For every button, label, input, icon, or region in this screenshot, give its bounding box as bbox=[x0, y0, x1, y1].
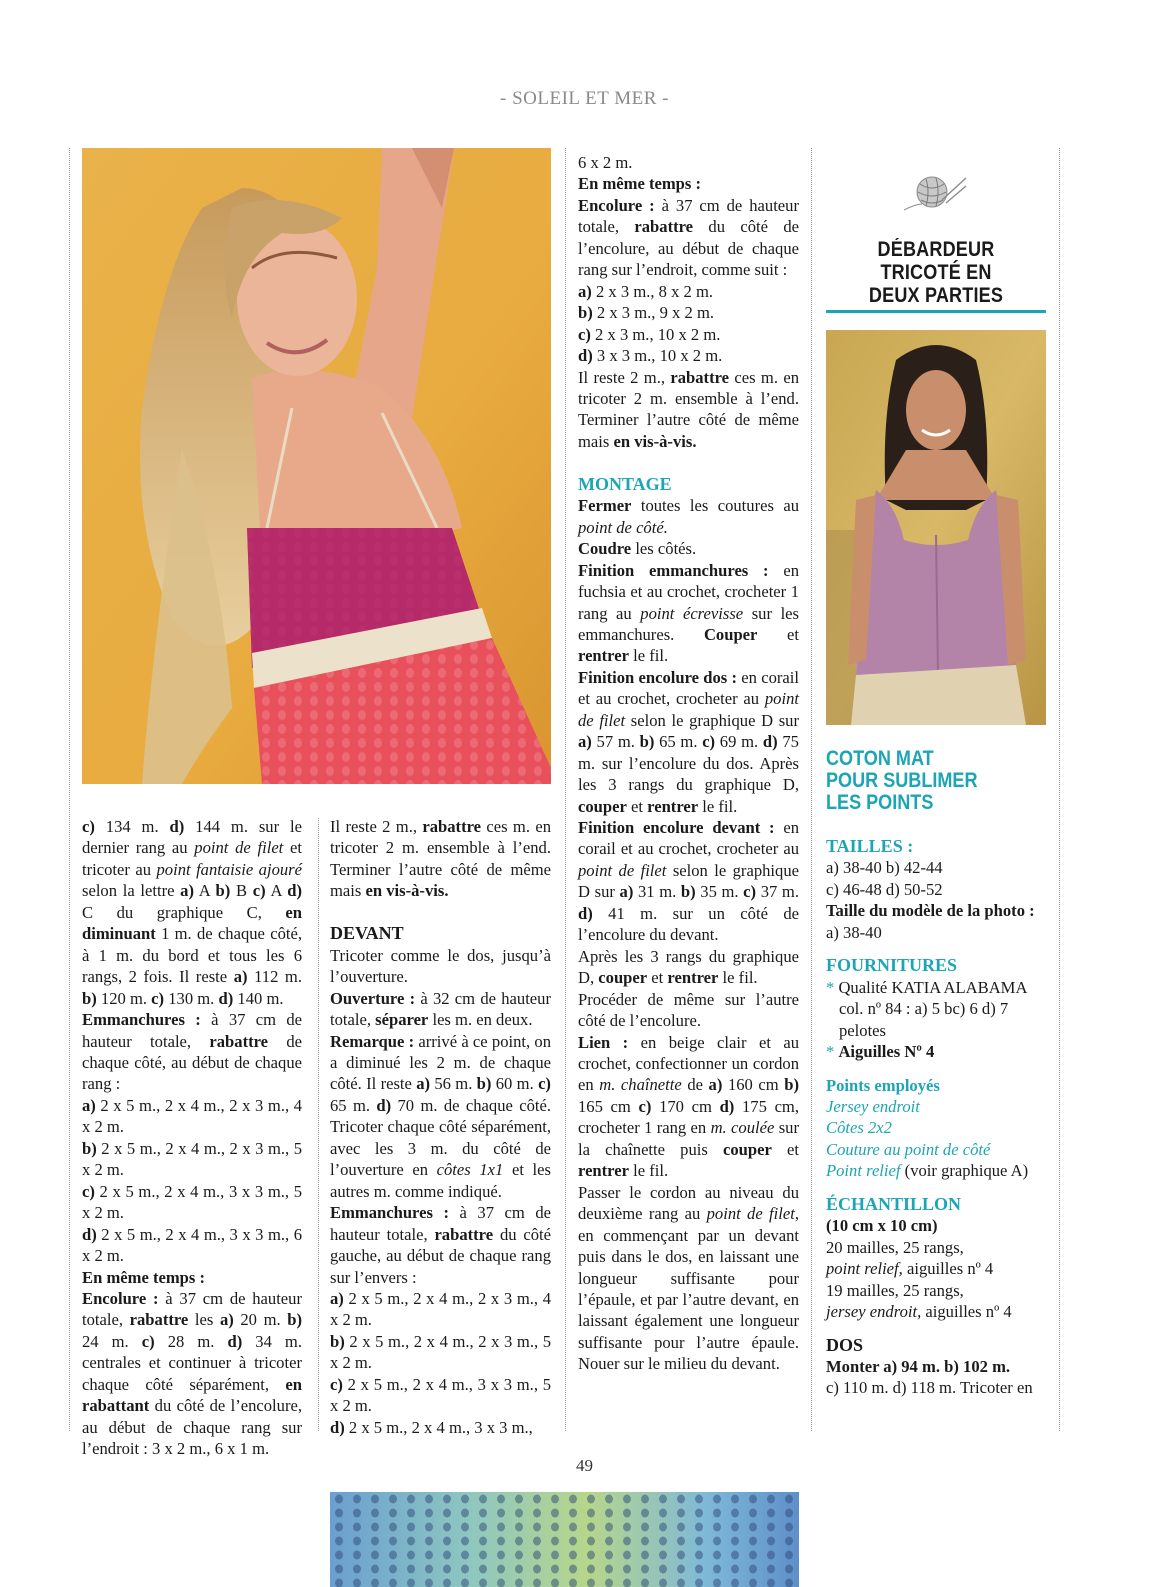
echantillon-size: (10 cm x 10 cm) bbox=[826, 1216, 938, 1236]
point-4-note: (voir graphique A) bbox=[904, 1161, 1029, 1181]
running-header: - SOLEIL ET MER - bbox=[500, 88, 669, 109]
text-column-3: 6 x 2 m. En même temps : Encolure : à 37 cm de hauteur totale, rabattre du côté de l’encolure, au début de chaque rang sur l’endroit, comme suit : a) 2 x 3 m., 8 x 2 m. b) 2 x 3 m., 9 x 2 m. c) 2 x 3 m., 10 x 2 m. d) 3 x 3 m., 10 x 2 m. Il reste 2 m., rabattre ces m. en tricoter 2 m. ensemble à l’end. Terminer l’autre côté de même mais en vis-à-vis. MONTAGE Fermer toutes les coutures au point de côté. Coudre les côtés. Finition emmanchures : en fuchsia et au crochet, crocheter 1 rang au point écrevisse sur les emmanchures. Couper et rentrer le fil. Finition encolure dos : en corail et au crochet, crocheter au point de filet selon le graphique D sur a) 57 m. b) 65 m. c) 69 m. d) 75 m. sur l’encolure du dos. Après les 3 rangs du graphique D, couper et rentrer le fil. Finition encolure devant : en corail et au crochet, crocheter au point de filet selon le graphique D sur a) 31 m. b) 35 m. c) 37 m. d) 41 m. sur un côté de l’encolure du devant. Après les 3 rangs du graphique D, couper et rentrer le fil. Procéder de même sur l’autre côté de l’encolure. Lien : en beige clair et au crochet, confectionner un cordon en m. chaînette de a) 160 cm b) 165 cm c) 170 cm d) 175 cm, crocheter 1 rang en m. coulée sur la chaînette puis couper et rentrer le fil. Passer le cordon au niveau du deuxième rang au point de filet, en commençant par un devant puis dans le dos, en laissant une longueur suffisante pour l’épaule, et par l’autre devant, en laissant également une longueur suffisante pour l’autre épaule. Nouer sur le milieu du devant. bbox=[578, 153, 800, 1374]
dos-heading: DOS bbox=[826, 1334, 864, 1355]
article-title bbox=[841, 238, 1030, 307]
point-3: Couture au point de côté bbox=[826, 1139, 991, 1159]
point-2: Côtes 2x2 bbox=[826, 1118, 892, 1138]
subtitle-line-3: LES POINTS bbox=[826, 791, 934, 814]
yarn-ball-icon bbox=[902, 170, 968, 216]
echantillon-stitch-1: point relief, bbox=[826, 1259, 903, 1279]
main-photo bbox=[82, 148, 551, 784]
title-line-2: TRICOTÉ EN bbox=[880, 261, 992, 284]
point-4: Point relief bbox=[826, 1161, 901, 1181]
sidebar-photo bbox=[826, 330, 1046, 725]
fournitures-needles: Aiguilles Nº 4 bbox=[838, 1042, 935, 1062]
tailles-line-1: a) 38-40 b) 42-44 bbox=[826, 858, 943, 878]
text-column-2: Il reste 2 m., rabattre ces m. en tricoter 2 m. ensemble à l’end. Terminer l’autre côté de même mais en vis-à-vis. DEVANT Tricoter comme le dos, jusqu’à l’ouverture. Ouverture : à 32 cm de hauteur totale, séparer les m. en deux. Remarque : arrivé à ce point, on a diminué les 2 m. de chaque côté. Il reste a) 56 m. b) 60 m. c) 65 m. d) 70 m. de chaque côté. Tricoter chaque côté séparément, avec les 3 m. du côté de l’ouverture en côtes 1x1 et les autres m. comme indiqué. Emmanchures : à 37 cm de hauteur totale, rabattre du côté gauche, au début de chaque rang sur l’envers : a) 2 x 5 m., 2 x 4 m., 2 x 3 m., 4 x 2 m. b) 2 x 5 m., 2 x 4 m., 2 x 3 m., 5 x 2 m. c) 2 x 5 m., 2 x 4 m., 3 x 3 m., 5 x 2 m. d) 2 x 5 m., 2 x 4 m., 3 x 3 m., bbox=[330, 817, 552, 1437]
echantillon-needles-2: aiguilles nº 4 bbox=[925, 1302, 1012, 1322]
fournitures-heading: FOURNITURES bbox=[826, 955, 958, 976]
column-rule-2 bbox=[565, 148, 566, 1431]
subtitle-line-1: COTON MAT bbox=[826, 747, 934, 770]
fournitures-unit: pelotes bbox=[839, 1020, 887, 1040]
column-rule-1 bbox=[318, 818, 319, 1431]
points-heading: Points employés bbox=[826, 1075, 940, 1095]
echantillon-needles-1: aiguilles nº 4 bbox=[906, 1259, 994, 1279]
title-line-3: DEUX PARTIES bbox=[868, 284, 1004, 307]
text-column-1: c) 134 m. d) 144 m. sur le dernier rang au point de filet et tricoter au point fantaisie ajouré selon la lettre a) A b) B c) A d) C du graphique C, en diminuant 1 m. de chaque côté, à 1 m. du bord et tous les 6 rangs, 2 fois. Il reste a) 112 m. b) 120 m. c) 130 m. d) 140 m. Emmanchures : à 37 cm de hauteur totale, rabattre de chaque côté, au début de chaque rang : a) 2 x 5 m., 2 x 4 m., 2 x 3 m., 4 x 2 m. b) 2 x 5 m., 2 x 4 m., 2 x 3 m., 5 x 2 m. c) 2 x 5 m., 2 x 4 m., 3 x 3 m., 5 x 2 m. d) 2 x 5 m., 2 x 4 m., 3 x 3 m., 6 x 2 m. En même temps : Encolure : à 37 cm de hauteur totale, rabattre les a) 20 m. b) 24 m. c) 28 m. d) 34 m. centrales et continuer à tricoter chaque côté séparément, en rabattant du côté de l’encolure, au début de chaque rang sur l’endroit : 3 x 2 m., 6 x 1 m. bbox=[82, 817, 303, 1459]
title-line-1: DÉBARDEUR bbox=[877, 238, 995, 261]
title-underline bbox=[826, 310, 1046, 313]
page-number: 49 bbox=[576, 1456, 593, 1475]
echantillon-line-1: 20 mailles, 25 rangs, bbox=[826, 1237, 964, 1257]
column-rule-3 bbox=[811, 148, 812, 1431]
tailles-heading: TAILLES : bbox=[826, 836, 914, 856]
point-1: Jersey endroit bbox=[826, 1096, 920, 1116]
echantillon-heading: ÉCHANTILLON bbox=[826, 1193, 962, 1214]
article-subtitle bbox=[826, 748, 1024, 814]
taille-photo-value: a) 38-40 bbox=[826, 922, 882, 942]
column-rule-right bbox=[1059, 148, 1060, 1431]
next-page-photo bbox=[330, 1492, 799, 1587]
dos-line-1: Monter a) 94 m. b) 102 m. bbox=[826, 1356, 1011, 1376]
dos-line-2: c) 110 m. d) 118 m. Tricoter en bbox=[826, 1378, 1033, 1398]
sidebar-details: TAILLES : a) 38-40 b) 42-44 c) 46-48 d) 50-52 Taille du modèle de la photo : a) 38-40 FOURNITURES * Qualité KATIA ALABAMA col. nº 84 : a) 5 bc) 6 d) 7 pelotes * Aiguilles Nº 4 Points employés Jersey endroit Côtes 2x2 Couture au point de côté Point relief (voir graphique A) ÉCHANTILLON (10 cm x 10 cm) 20 mailles, 25 rangs, point relief, aiguilles nº 4 19 mailles, 25 rangs, jersey endroit, aiguilles nº 4 DOS Monter a) 94 m. b) 102 m. c) 110 m. d) 118 m. Tricoter en bbox=[826, 836, 1051, 1399]
subtitle-line-2: POUR SUBLIMER bbox=[826, 769, 978, 792]
taille-photo-label: Taille du modèle de la photo : bbox=[826, 901, 1035, 921]
echantillon-line-3: 19 mailles, 25 rangs, bbox=[826, 1280, 964, 1300]
fournitures-yarn: Qualité KATIA ALABAMA bbox=[838, 977, 1028, 997]
fournitures-colour: col. nº 84 : a) 5 bc) 6 d) 7 bbox=[839, 999, 1009, 1019]
tailles-line-2: c) 46-48 d) 50-52 bbox=[826, 879, 943, 899]
column-rule-left bbox=[69, 148, 70, 1431]
echantillon-stitch-2: jersey endroit, bbox=[826, 1302, 922, 1322]
